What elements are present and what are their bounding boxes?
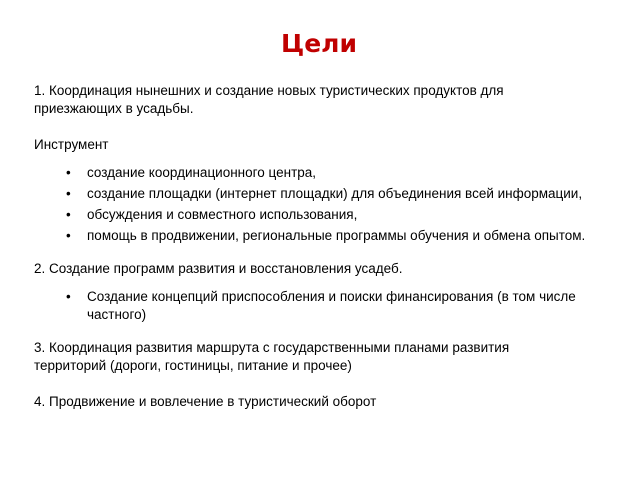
goal-4-text: 4. Продвижение и вовлечение в туристический оборот — [34, 394, 377, 409]
list-item — [34, 288, 624, 324]
bullet-icon: • — [66, 165, 71, 180]
instrument-label: Инструмент — [34, 137, 109, 152]
list-item — [34, 227, 624, 245]
slide-content — [34, 82, 624, 411]
bullet-text: помощь в продвижении, региональные программы обучения и обмена опытом. — [87, 228, 586, 243]
bullet-text: Создание концепций приспособления и поиски финансирования (в том числе частного) — [87, 289, 576, 322]
bullet-text: обсуждения и совместного использования, — [87, 207, 358, 222]
list-item — [34, 164, 624, 182]
bullet-text: создание координационного центра, — [87, 165, 317, 180]
bullet-icon: • — [66, 228, 71, 243]
goal-2-bullet-list — [34, 288, 624, 324]
slide-title: Цели — [281, 29, 357, 58]
list-item — [34, 206, 624, 224]
list-item — [34, 185, 624, 203]
bullet-icon: • — [66, 289, 71, 304]
bullet-icon: • — [66, 186, 71, 201]
goal-2-text: 2. Создание программ развития и восстановления усадеб. — [34, 261, 403, 276]
goal-3-text: 3. Координация развития маршрута с государственными планами развития территорий (дороги, гостиницы, питание и прочее) — [34, 340, 510, 373]
goal-1-bullet-list — [34, 164, 624, 245]
goal-1-text: 1. Координация нынешних и создание новых туристических продуктов для приезжающих в усадьбы. — [34, 83, 504, 116]
bullet-text: создание площадки (интернет площадки) для объединения всей информации, — [87, 186, 583, 201]
bullet-icon: • — [66, 207, 71, 222]
